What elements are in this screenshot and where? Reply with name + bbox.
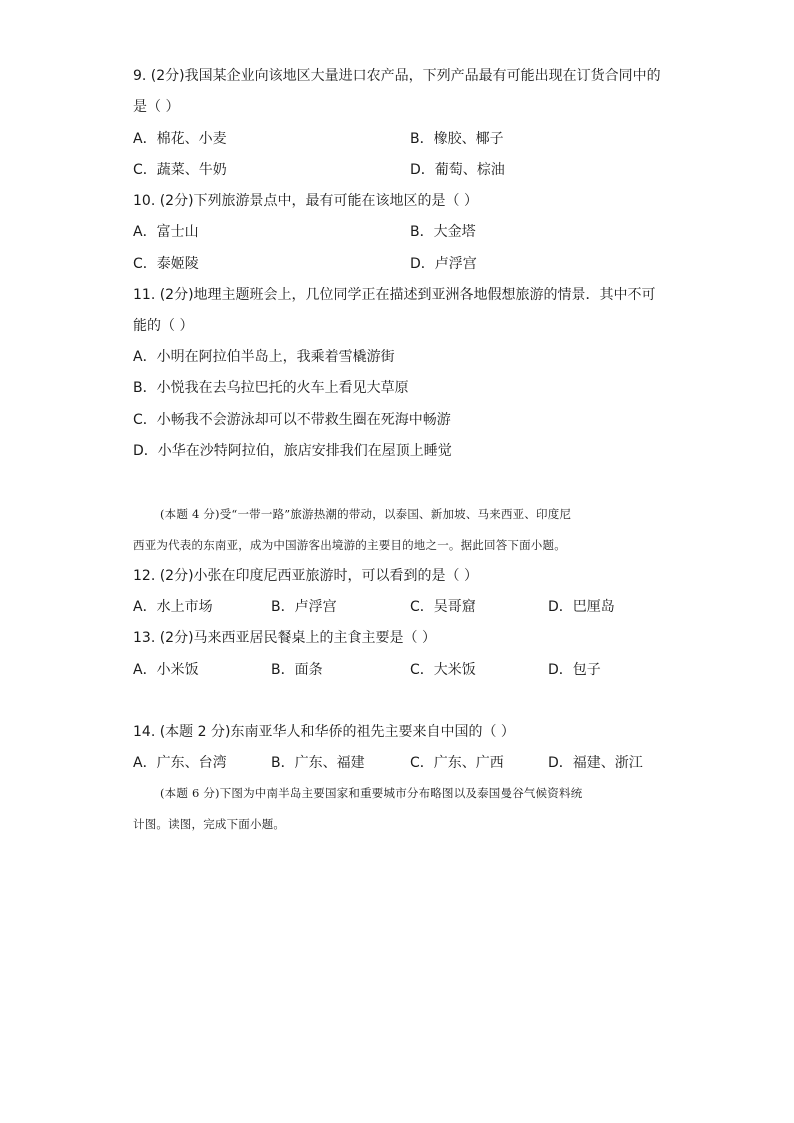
q11-option-b[interactable]: B．小悦我在去乌拉巴托的火车上看见大草原 — [133, 380, 409, 396]
q11-stem-line2: 能的（ ） — [133, 318, 194, 334]
q9-option-b[interactable]: B．橡胶、椰子 — [410, 131, 504, 147]
q10-option-c[interactable]: C．泰姬陵 — [133, 256, 199, 272]
q12-option-c[interactable]: C．吴哥窟 — [410, 599, 476, 615]
q14-option-c[interactable]: C．广东、广西 — [410, 755, 504, 771]
q13-stem: 13. (2分)马来西亚居民餐桌上的主食主要是（ ） — [133, 630, 436, 646]
q11-option-c[interactable]: C．小畅我不会游泳却可以不带救生圈在死海中畅游 — [133, 412, 451, 428]
intro-a-line2: 西亚为代表的东南亚，成为中国游客出境游的主要目的地之一。据此回答下面小题。 — [133, 538, 566, 552]
q9-stem-line1: 9. (2分)我国某企业向该地区大量进口农产品，下列产品最有可能出现在订货合同中的 — [133, 68, 661, 84]
q11-option-d[interactable]: D．小华在沙特阿拉伯，旅店安排我们在屋顶上睡觉 — [133, 443, 452, 459]
q10-option-a[interactable]: A．富士山 — [133, 224, 199, 240]
q10-option-d[interactable]: D．卢浮宫 — [410, 256, 477, 272]
q11-stem-line1: 11. (2分)地理主题班会上，几位同学正在描述到亚洲各地假想旅游的情景．其中不可 — [133, 287, 656, 303]
intro-a-line1: (本题 4 分)受“一带一路”旅游热潮的带动，以泰国、新加坡、马来西亚、印度尼 — [160, 507, 572, 521]
q14-option-b[interactable]: B．广东、福建 — [271, 755, 365, 771]
q9-stem-line2: 是（ ） — [133, 99, 180, 115]
q9-option-d[interactable]: D．葡萄、棕油 — [410, 162, 505, 178]
q10-option-b[interactable]: B．大金塔 — [410, 224, 476, 240]
q13-option-a[interactable]: A．小米饭 — [133, 662, 199, 678]
q11-option-a[interactable]: A．小明在阿拉伯半岛上，我乘着雪橇游街 — [133, 349, 395, 365]
q13-option-c[interactable]: C．大米饭 — [410, 662, 476, 678]
q12-stem: 12. (2分)小张在印度尼西亚旅游时，可以看到的是（ ） — [133, 568, 478, 584]
q12-option-b[interactable]: B．卢浮宫 — [271, 599, 337, 615]
q14-option-a[interactable]: A．广东、台湾 — [133, 755, 227, 771]
q14-option-d[interactable]: D．福建、浙江 — [548, 755, 643, 771]
intro-b-line2: 计图。读图，完成下面小题。 — [133, 817, 286, 831]
intro-b-line1: (本题 6 分)下图为中南半岛主要国家和重要城市分布略图以及泰国曼谷气候资料统 — [160, 786, 583, 800]
q12-option-a[interactable]: A．水上市场 — [133, 599, 213, 615]
q10-stem: 10. (2分)下列旅游景点中，最有可能在该地区的是（ ） — [133, 193, 478, 209]
q14-stem: 14. (本题 2 分)东南亚华人和华侨的祖先主要来自中国的（ ） — [133, 724, 515, 740]
q9-option-a[interactable]: A．棉花、小麦 — [133, 131, 227, 147]
q9-option-c[interactable]: C．蔬菜、牛奶 — [133, 162, 227, 178]
q13-option-d[interactable]: D．包子 — [548, 662, 601, 678]
q12-option-d[interactable]: D．巴厘岛 — [548, 599, 615, 615]
q13-option-b[interactable]: B．面条 — [271, 662, 323, 678]
